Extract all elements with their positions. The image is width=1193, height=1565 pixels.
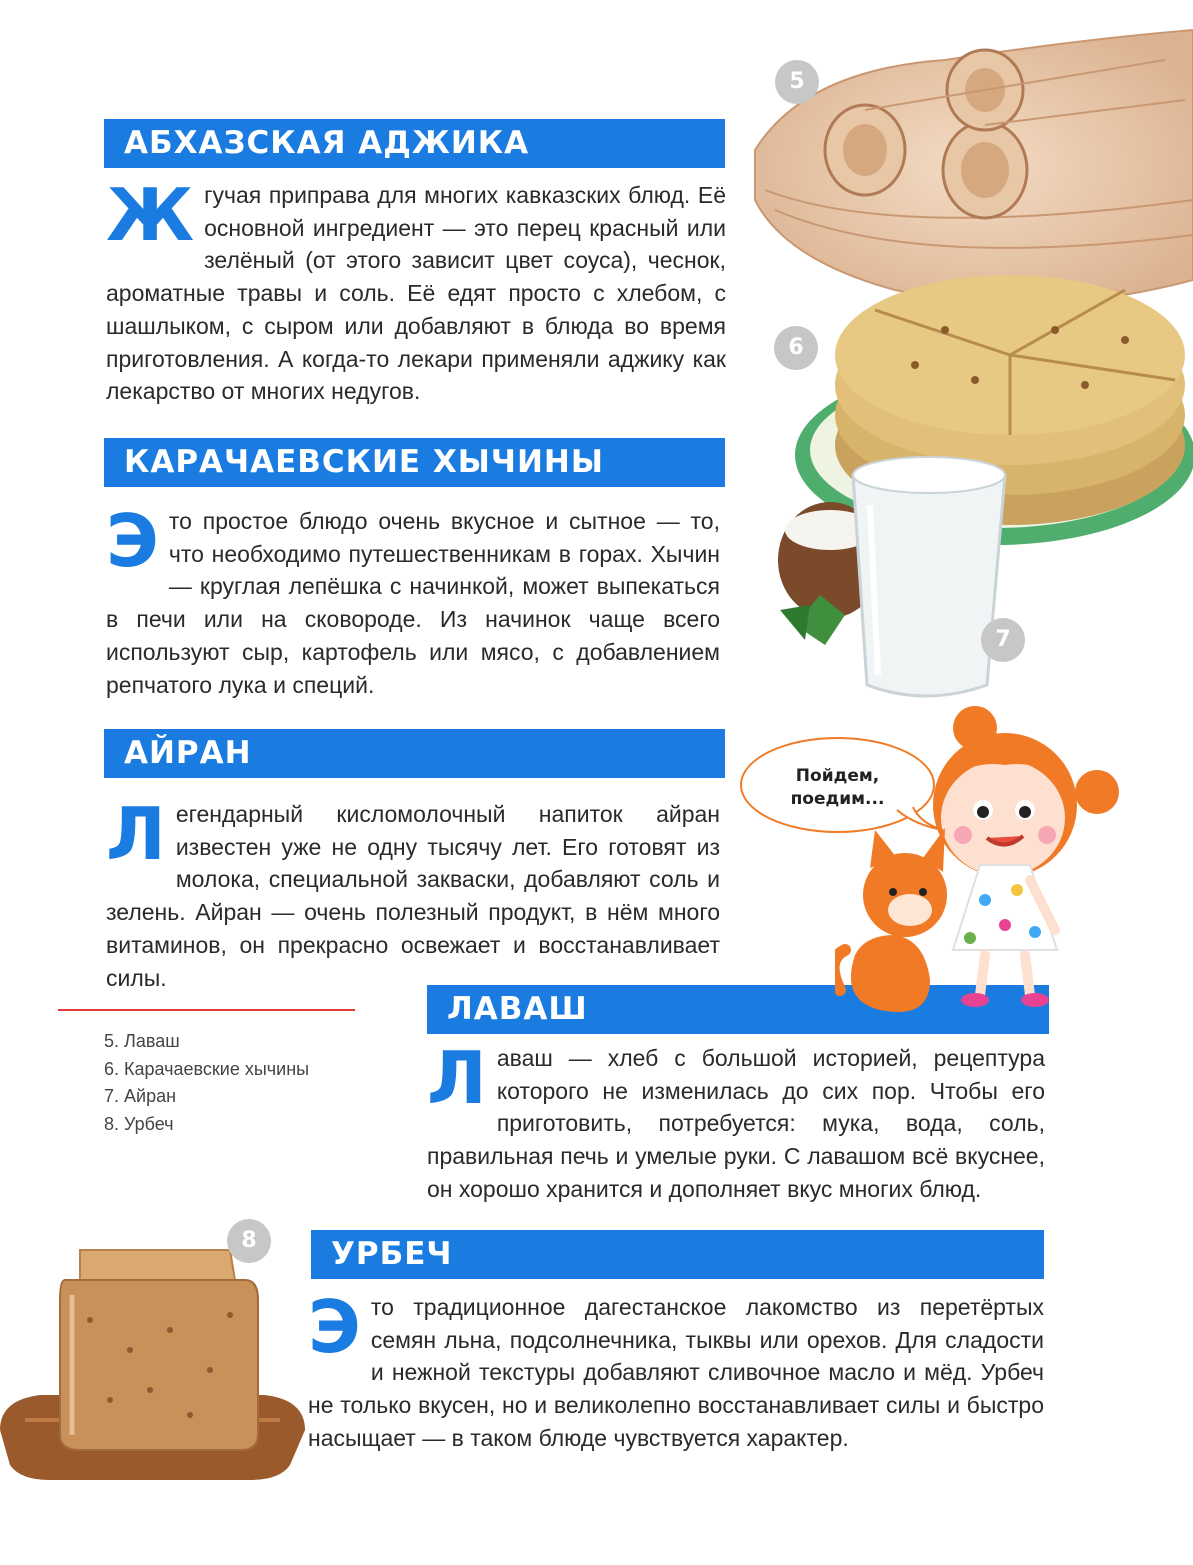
badge-number-8: 8 — [227, 1219, 271, 1263]
dropcap-ayran: Л — [106, 792, 166, 876]
section-title-khychiny: КАРАЧАЕВСКИЕ ХЫЧИНЫ — [104, 438, 725, 487]
ayran-image — [775, 445, 1025, 710]
badge-number-7: 7 — [981, 618, 1025, 662]
ayran-body: егендарный кисломолочный напиток айран известен уже не одну тысячу лет. Его готовят из молока, специальной закваски, добавляют соль и зелень. Айран — очень полезный продукт, в нём много витаминов, он прекрасно освежает и восстанавливает силы. — [106, 801, 720, 991]
caption-item: 5. Лаваш — [104, 1031, 180, 1051]
caption-item: 7. Айран — [104, 1086, 177, 1106]
caption-item: 8. Урбеч — [104, 1113, 174, 1134]
dropcap-lavash: Л — [427, 1036, 487, 1120]
caption-list — [104, 1028, 309, 1138]
section-text-lavash — [427, 1036, 1045, 1206]
dropcap-khychiny: Э — [106, 499, 159, 583]
section-text-ayran — [106, 792, 720, 994]
lavash-image — [745, 0, 1193, 305]
urbech-body: то традиционное дагестанское лакомство из перетёртых семян льна, подсолнечника, тыквы или орехов. Для сладости и нежной текстуры добавляют сливочное масло и мёд. Урбеч не только вкусен, но и великолепно восстанавливает силы и быстро насыщает — в таком блюде чувствуется характер. — [308, 1294, 1044, 1451]
section-text-khychiny — [106, 499, 720, 701]
section-text-urbech — [308, 1285, 1044, 1455]
speech-bubble-tail-icon — [895, 805, 945, 835]
badge-number-5: 5 — [775, 60, 819, 104]
section-title-ayran: АЙРАН — [104, 729, 725, 778]
caption-divider — [58, 1009, 355, 1011]
section-title-urbech: УРБЕЧ — [311, 1230, 1044, 1279]
dropcap-urbech: Э — [308, 1285, 361, 1369]
section-text-adjika — [106, 173, 726, 408]
khychiny-body: то простое блюдо очень вкусное и сытное — то, что необходимо путешественникам в горах. Хычин — круглая лепёшка с начинкой, может выпекаться в печи или на сковороде. Из начинок чаще всего используют сыр, картофель или мясо, с добавлением репчатого лука и специй. — [106, 508, 720, 698]
adjika-body: гучая приправа для многих кавказских блюд. Её основной ингредиент — это перец красный или зелёный (от этого зависит цвет соуса), чеснок, ароматные травы и соль. Её едят просто с хлебом, с шашлыком, с сыром или добавляют в блюда во время приготовления. А когда-то лекари применяли аджику как лекарство от многих недугов. — [106, 182, 726, 405]
dropcap-adjika: Ж — [106, 173, 195, 257]
lavash-body: аваш — хлеб с большой историей, рецептура которого не изменилась до сих пор. Чтобы его приготовить, потребуется: мука, вода, соль, правильная печь и умелые руки. С лавашом всё вкуснее, он хорошо хранится и дополняет вкус многих блюд. — [427, 1045, 1045, 1202]
section-title-adjika: АБХАЗСКАЯ АДЖИКА — [104, 119, 725, 168]
caption-item: 6. Карачаевские хычины — [104, 1058, 310, 1079]
badge-number-6: 6 — [774, 326, 818, 370]
section-title-lavash: ЛАВАШ — [427, 985, 1049, 1034]
speech-bubble-line1: Пойдем, — [795, 766, 880, 786]
urbech-image — [0, 1240, 305, 1485]
speech-bubble-line2: поедим... — [790, 789, 885, 809]
